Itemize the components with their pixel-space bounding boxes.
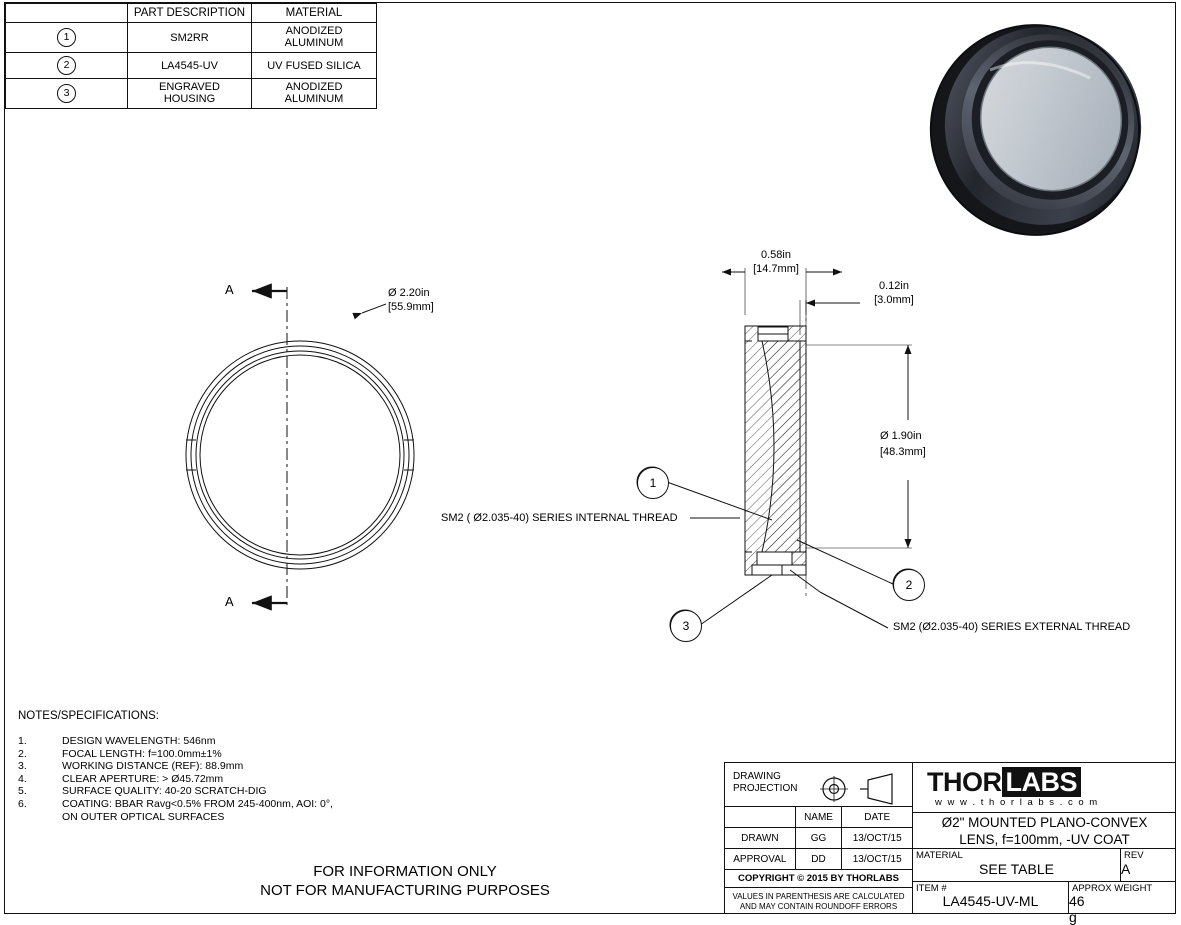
- item-bubble-3: 3: [57, 84, 76, 103]
- material-row: [913, 849, 1176, 882]
- list-item: [18, 735, 333, 748]
- section-letter-bottom: A: [225, 594, 234, 609]
- approval-name: DD: [795, 849, 842, 870]
- note-num-6b: [18, 811, 62, 824]
- parts-description-2: LA4545-UV: [128, 53, 252, 79]
- list-item: [18, 760, 333, 773]
- note-text-6: COATING: BBAR Ravg<0.5% FROM 245-400nm, AOI: 0°,: [62, 797, 333, 810]
- table-row: [6, 79, 377, 109]
- parts-table: [5, 3, 377, 109]
- balloon-1: 1: [637, 467, 669, 499]
- parts-description-1: SM2RR: [128, 23, 252, 53]
- table-row: [725, 828, 912, 849]
- note-text-1: DESIGN WAVELENGTH: 546nm: [62, 735, 216, 747]
- part-description-line1: Ø2" MOUNTED PLANO-CONVEX: [941, 815, 1148, 830]
- parts-description-3-line2: HOUSING: [163, 92, 216, 105]
- item-bubble-2: 2: [57, 56, 76, 75]
- material-caption: MATERIAL: [916, 850, 963, 861]
- item-row: [913, 882, 1176, 925]
- thorlabs-logo: [913, 763, 1176, 813]
- note-text-2: FOCAL LENGTH: f=100.0mm±1%: [62, 747, 222, 760]
- part-description-line2: LENS, f=100mm, -UV COAT: [959, 832, 1130, 847]
- approval-date: 13/OCT/15: [842, 849, 912, 870]
- projection-row: [725, 763, 912, 807]
- note-num-1: 1.: [18, 735, 27, 747]
- weight-caption: APPROX WEIGHT: [1072, 883, 1153, 894]
- parts-material-1-line2: ALUMINUM: [284, 36, 344, 49]
- drawn-role: DRAWN: [725, 828, 795, 849]
- dim-clear-aperture-in: Ø 1.90in: [880, 430, 922, 442]
- projection-caption-line1: DRAWING: [733, 771, 781, 782]
- approval-header-date: DATE: [842, 807, 912, 828]
- front-outer-diameter-in: Ø 2.20in: [388, 287, 430, 299]
- section-letter-top: A: [225, 282, 234, 297]
- dim-edge-mm: [3.0mm]: [874, 294, 914, 306]
- parts-material-2: UV FUSED SILICA: [252, 53, 377, 79]
- list-item: [18, 773, 333, 786]
- list-item: [18, 785, 333, 798]
- weight-cell: APPROX WEIGHT 46 g: [1068, 882, 1176, 913]
- notes-list: [18, 735, 333, 823]
- list-item: [18, 748, 333, 761]
- external-thread-note: SM2 (Ø2.035-40) SERIES EXTERNAL THREAD: [893, 621, 1131, 633]
- parts-material-1-line1: ANODIZED: [285, 25, 343, 37]
- logo-labs: LABS: [1002, 767, 1082, 797]
- note-text-4: CLEAR APERTURE: > Ø45.72mm: [62, 772, 224, 785]
- logo-wordmark: [927, 767, 1081, 798]
- parts-header-description: PART DESCRIPTION: [128, 4, 252, 23]
- item-caption: ITEM #: [916, 883, 947, 894]
- parts-material-3-line2: ALUMINUM: [284, 92, 344, 105]
- dim-thickness-mm: [14.7mm]: [753, 263, 799, 275]
- title-block-right: [913, 763, 1176, 925]
- list-item: [18, 798, 333, 811]
- item-bubble-1: 1: [57, 28, 76, 47]
- approval-table: [725, 807, 912, 870]
- parts-table-header-row: [6, 4, 377, 23]
- table-row: [6, 53, 377, 79]
- note-text-3: WORKING DISTANCE (REF): 88.9mm: [62, 760, 244, 773]
- title-block: [724, 762, 1176, 925]
- disclaimer-line2: NOT FOR MANUFACTURING PURPOSES: [260, 882, 550, 899]
- notes-title: NOTES/SPECIFICATIONS:: [18, 710, 159, 722]
- copyright-text: COPYRIGHT © 2015 BY THORLABS: [725, 870, 912, 888]
- note-num-5: 5.: [18, 785, 27, 798]
- logo-url: w w w . t h o r l a b s . c o m: [935, 797, 1099, 808]
- approval-header-row: [725, 807, 912, 828]
- item-value: LA4545-UV-ML: [942, 893, 1039, 909]
- parts-material-3-line1: ANODIZED: [285, 81, 343, 94]
- logo-thor: THOR: [927, 767, 1002, 797]
- parts-material-3: [252, 79, 377, 109]
- parts-header-material: MATERIAL: [252, 4, 377, 23]
- note-text-5: SURFACE QUALITY: 40-20 SCRATCH-DIG: [62, 785, 267, 798]
- note-num-6: 6.: [18, 797, 27, 810]
- front-outer-diameter-mm: [55.9mm]: [388, 301, 434, 313]
- table-row: [6, 23, 377, 53]
- internal-thread-note: SM2 ( Ø2.035-40) SERIES INTERNAL THREAD: [441, 512, 678, 524]
- revision-cell: REV A: [1120, 849, 1176, 881]
- list-item: [18, 811, 333, 824]
- revision-caption: REV: [1124, 850, 1144, 861]
- material-value: SEE TABLE: [979, 861, 1054, 877]
- parts-item-bubble: [6, 53, 128, 79]
- dim-edge-in: 0.12in: [879, 280, 909, 292]
- values-note-line2: AND MAY CONTAIN ROUNDOFF ERRORS: [739, 902, 898, 911]
- note-num-3: 3.: [18, 760, 27, 773]
- part-description: [913, 813, 1176, 849]
- projection-caption-line2: PROJECTION: [733, 783, 798, 794]
- values-note: [725, 888, 912, 912]
- projection-caption: [733, 771, 797, 795]
- drawn-date: 13/OCT/15: [842, 828, 912, 849]
- note-num-2: 2.: [18, 747, 27, 760]
- dim-thickness-in: 0.58in: [761, 249, 791, 261]
- parts-header-item: [6, 4, 128, 23]
- parts-material-1: [252, 23, 377, 53]
- balloon-2: 2: [893, 569, 925, 601]
- approval-role: APPROVAL: [725, 849, 795, 870]
- disclaimer: [225, 862, 585, 900]
- parts-description-3: [128, 79, 252, 109]
- balloon-3: 3: [670, 610, 702, 642]
- note-num-4: 4.: [18, 772, 27, 785]
- parts-description-3-line1: ENGRAVED: [159, 81, 220, 94]
- note-text-6b: ON OUTER OPTICAL SURFACES: [62, 810, 225, 823]
- values-note-line1: VALUES IN PARENTHESIS ARE CALCULATED: [732, 892, 905, 901]
- dim-clear-aperture-mm: [48.3mm]: [880, 446, 926, 458]
- parts-item-bubble: [6, 23, 128, 53]
- title-block-left: [725, 763, 913, 913]
- approval-header-blank: [725, 807, 795, 828]
- table-row: [725, 849, 912, 870]
- drawn-name: GG: [795, 828, 842, 849]
- disclaimer-line1: FOR INFORMATION ONLY: [313, 863, 497, 880]
- parts-item-bubble: [6, 79, 128, 109]
- approval-header-name: NAME: [795, 807, 842, 828]
